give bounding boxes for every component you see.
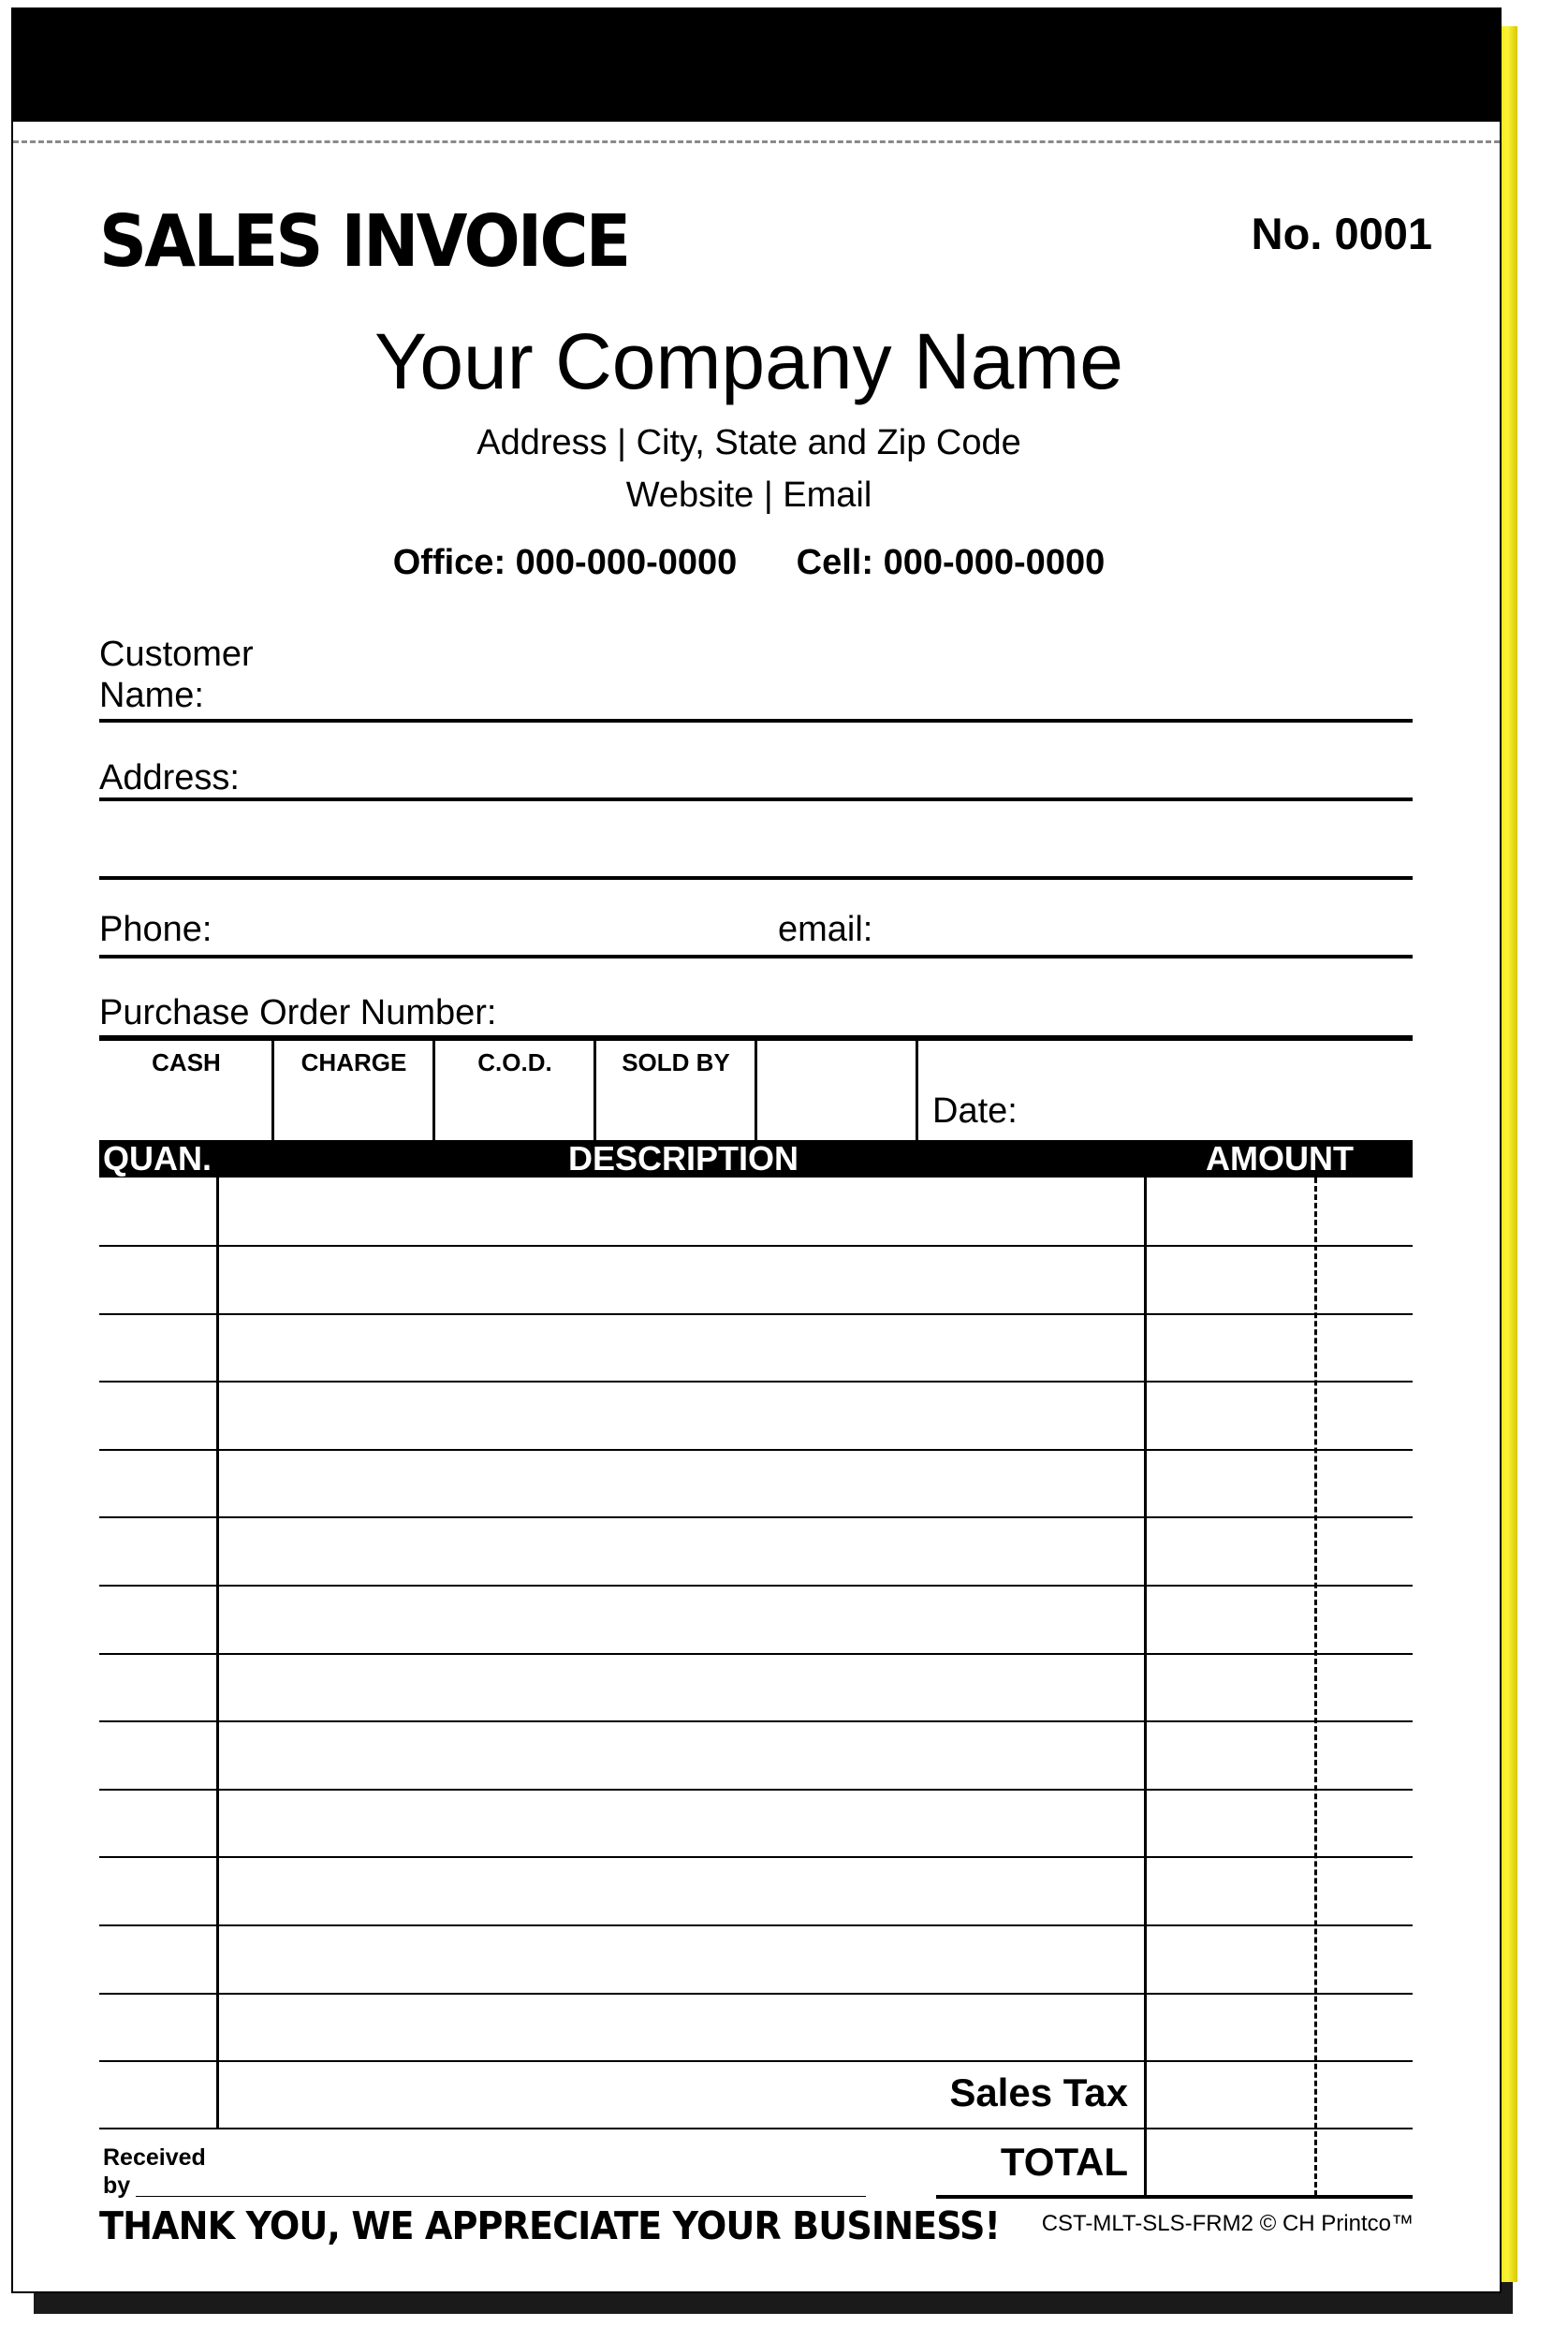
phone-email-field[interactable] [99,955,1413,958]
form-code: CST-MLT-SLS-FRM2 © CH Printco™ [1041,2211,1414,2236]
table-row[interactable] [99,1585,1413,1587]
payment-option-sold-by[interactable]: SOLD BY [622,1048,730,1076]
payment-divider [432,1041,435,1140]
perforation-line [13,140,1500,143]
company-web-email: Website | Email [625,476,872,515]
customer-name-label-1: Customer [99,635,254,674]
table-row[interactable] [99,1789,1413,1791]
table-row[interactable] [99,1720,1413,1722]
quantity-column-divider [216,1178,219,2128]
amount-header: AMOUNT [1206,1139,1354,1178]
address-field-line-2[interactable] [99,876,1413,880]
table-row[interactable] [99,1856,1413,1858]
company-address: Address | City, State and Zip Code [476,423,1021,462]
pad-binding-strip [11,7,1502,122]
office-phone: Office: 000-000-0000 [392,543,738,582]
po-number-label: Purchase Order Number: [99,993,497,1032]
phone-label: Phone: [99,910,212,949]
sales-tax-rule [99,2128,1413,2129]
address-field-line-1[interactable] [99,797,1413,801]
table-row[interactable] [99,1313,1413,1315]
payment-divider [593,1041,596,1140]
cell-phone: Cell: 000-000-0000 [796,543,1106,582]
total-label: TOTAL [1000,2140,1128,2184]
payment-option-charge[interactable]: CHARGE [300,1048,407,1076]
email-label: email: [778,910,873,949]
payment-divider [755,1041,757,1140]
invoice-number: No. 0001 [1251,209,1432,258]
table-row[interactable] [99,1516,1413,1518]
table-row[interactable] [99,1381,1413,1383]
payment-divider [271,1041,274,1140]
received-by-signature-line[interactable] [136,2196,866,2197]
payment-option-cod[interactable]: C.O.D. [477,1048,552,1076]
quantity-header: QUAN. [103,1139,212,1178]
table-row[interactable] [99,1993,1413,1995]
sales-tax-label: Sales Tax [949,2070,1128,2114]
payment-option-cash[interactable]: CASH [152,1048,221,1076]
received-label-line-2: by [103,2173,131,2199]
received-label-line-1: Received [103,2144,206,2171]
table-row[interactable] [99,2060,1413,2062]
description-header: DESCRIPTION [567,1139,799,1178]
company-name: Your Company Name [374,317,1123,405]
table-row[interactable] [99,1653,1413,1655]
total-rule[interactable] [936,2195,1413,2199]
table-row[interactable] [99,1449,1413,1451]
customer-name-label-2: Name: [99,676,204,715]
payment-divider [916,1041,918,1140]
table-row[interactable] [99,1924,1413,1926]
table-row[interactable] [99,1245,1413,1247]
address-label: Address: [99,758,240,797]
received-by-label [103,2143,206,2200]
thank-you-message: THANK YOU, WE APPRECIATE YOUR BUSINESS! [99,2203,1001,2248]
customer-name-field[interactable] [99,719,1413,723]
company-phones [281,543,1217,583]
amount-column-divider [1144,1178,1147,2196]
cents-divider [1314,1178,1317,2196]
date-label[interactable]: Date: [932,1091,1018,1131]
form-title: SALES INVOICE [99,200,629,284]
